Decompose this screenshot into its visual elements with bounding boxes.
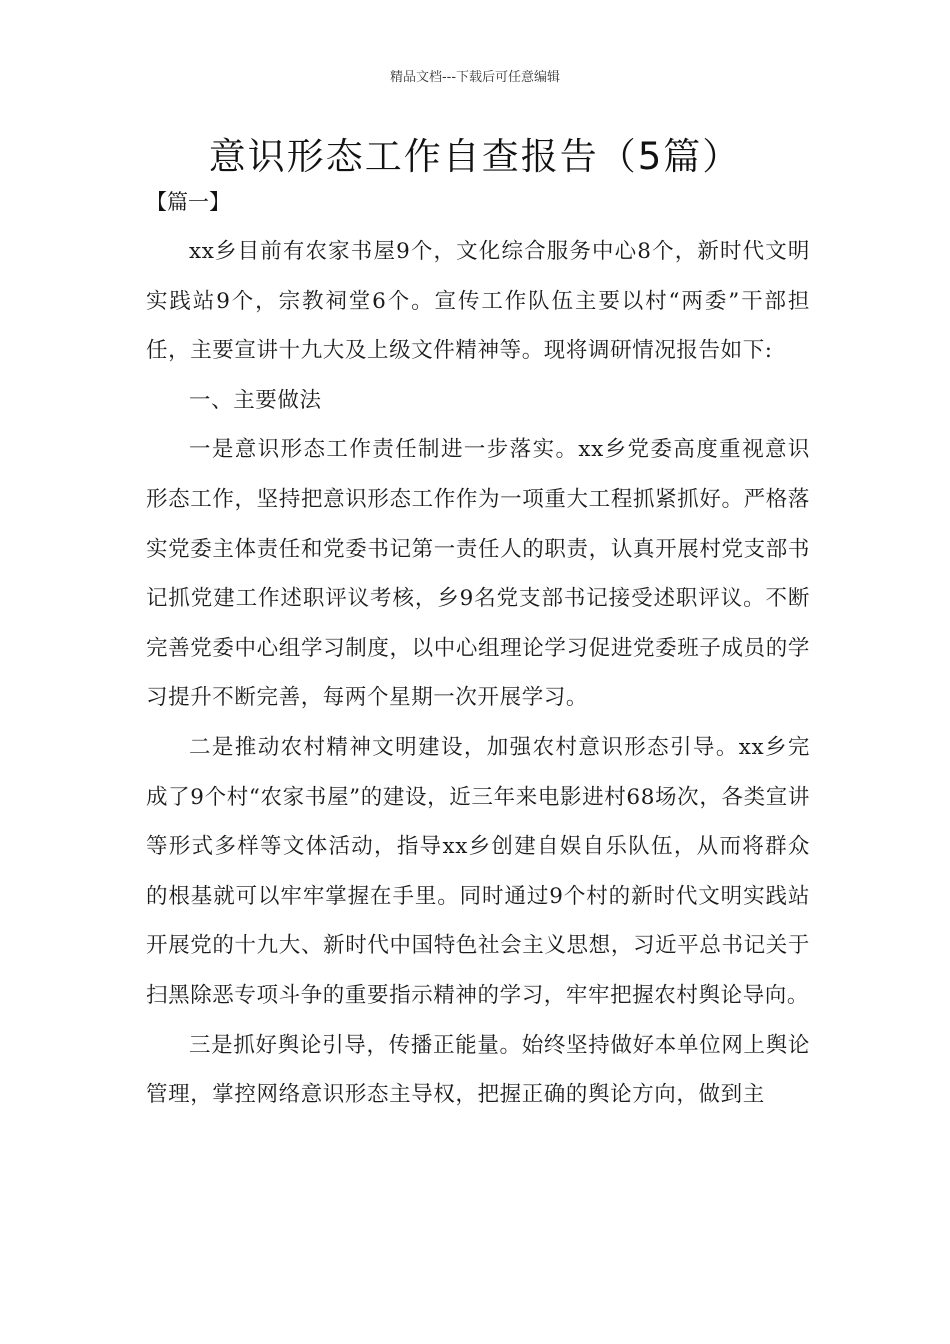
document-body (146, 227, 810, 1120)
header-note: 精品文档---下载后可任意编辑 (389, 70, 561, 85)
paragraph-heading-main-practices: 一、主要做法 (189, 387, 322, 413)
document-title: 意识形态工作自查报告（5篇） (208, 135, 742, 178)
section-label: 【篇一】 (146, 190, 230, 214)
paragraph-point-two: 二是推动农村精神文明建设，加强农村意识形态引导。xx乡完成了9个村“农家书屋”的建设，近三年来电影进村68场次，各类宣讲等形式多样等文体活动，指导xx乡创建自娱自乐队伍，从而将群众的根基就可以牢牢掌握在手里。同时通过9个村的新时代文明实践站开展党的十九大、新时代中国特色社会主义思想，习近平总书记关于扫黑除恶专项斗争的重要指示精神的学习，牢牢把握农村舆论导向。 (146, 734, 810, 1008)
paragraph-point-one: 一是意识形态工作责任制进一步落实。xx乡党委高度重视意识形态工作，坚持把意识形态工作作为一项重大工程抓紧抓好。严格落实党委主体责任和党委书记第一责任人的职责，认真开展村党支部书记抓党建工作述职评议考核，乡9名党支部书记接受述职评议。不断完善党委中心组学习制度，以中心组理论学习促进党委班子成员的学习提升不断完善，每两个星期一次开展学习。 (146, 437, 810, 711)
paragraph-intro: xx乡目前有农家书屋9个，文化综合服务中心8个，新时代文明实践站9个，宗教祠堂6个。宣传工作队伍主要以村“两委”干部担任，主要宣讲十九大及上级文件精神等。现将调研情况报告如下: (146, 239, 810, 364)
paragraph-point-three: 三是抓好舆论引导，传播正能量。始终坚持做好本单位网上舆论管理，掌控网络意识形态主导权，把握正确的舆论方向，做到主 (146, 1032, 810, 1108)
